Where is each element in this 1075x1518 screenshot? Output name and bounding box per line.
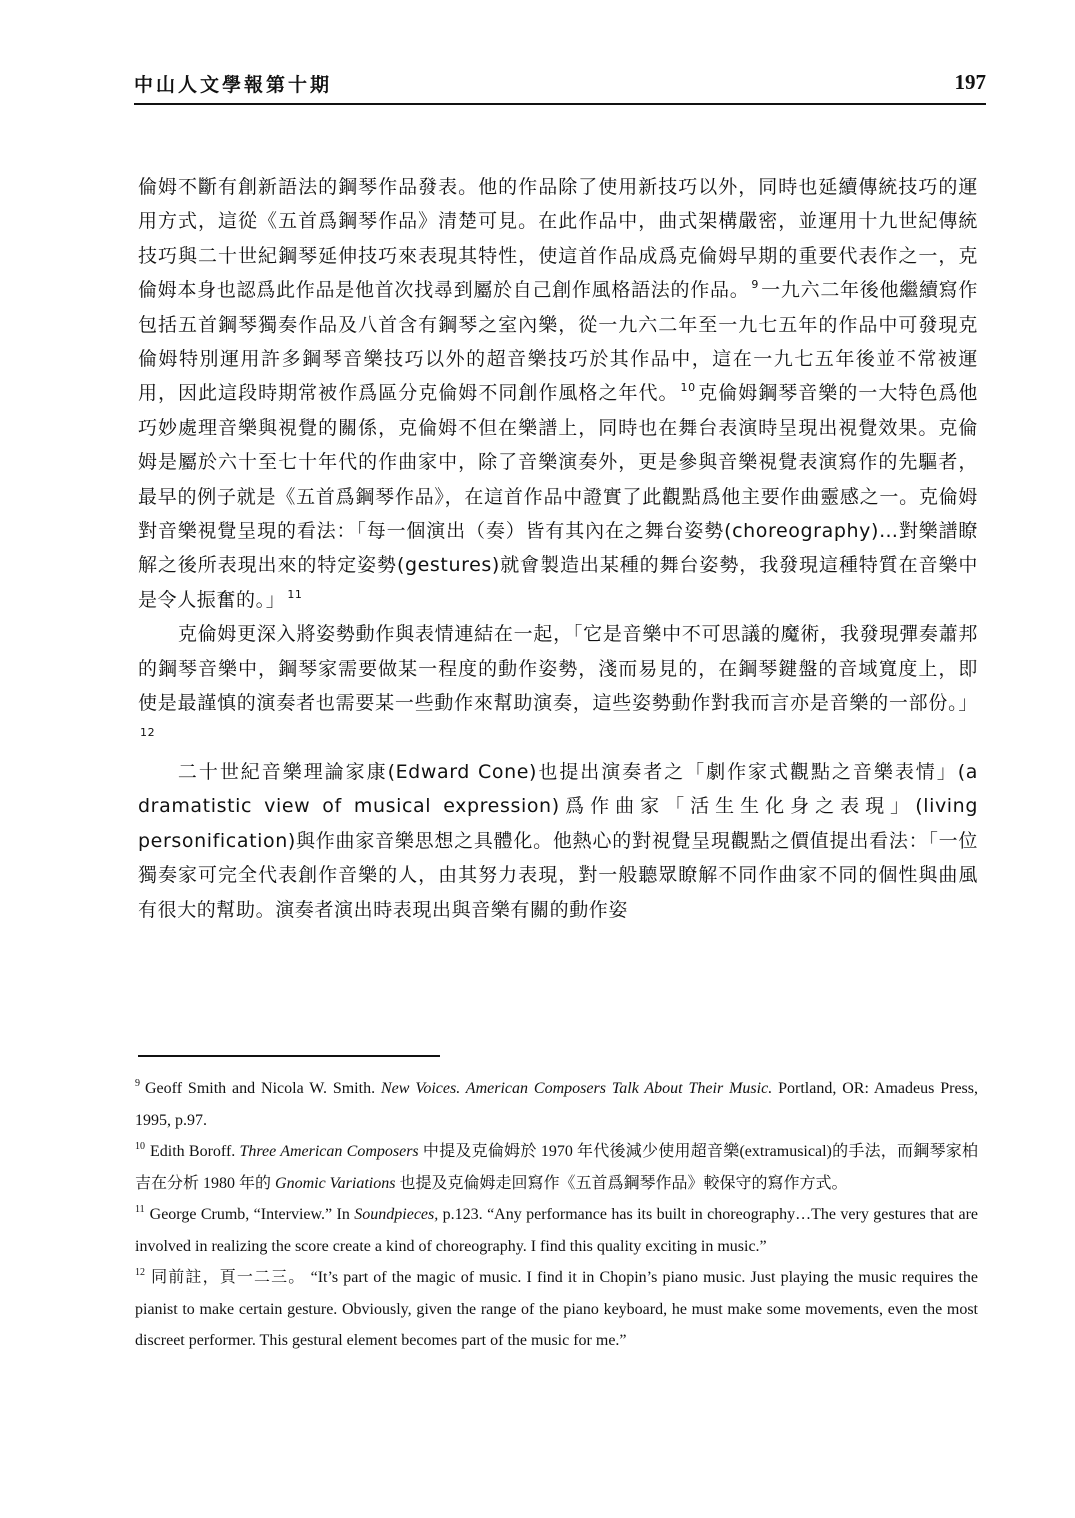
main-text	[138, 170, 978, 927]
footnote-11	[135, 1199, 978, 1262]
footnote-text: Geoff Smith and Nicola W. Smith.	[145, 1080, 381, 1097]
footnote-ref-10[interactable]: 10	[680, 381, 696, 395]
footnote-9	[135, 1073, 978, 1136]
footnote-mark: 10	[135, 1141, 145, 1152]
paragraph-1-text-b: 一九六二年後他繼續寫作包括五首鋼琴獨奏作品及八首含有鋼琴之室內樂，從一九六二年至一九七五年的作品中可發現克倫姆特別運用許多鋼琴音樂技巧以外的超音樂技巧於其作品中，這在一九七五年後並不常被運用，因此這段時期常被作爲區分克倫姆不同創作風格之年代。	[138, 279, 978, 405]
footnotes	[135, 1073, 978, 1357]
footnote-ref-12[interactable]: 12	[140, 725, 156, 739]
page-number: 197	[954, 70, 986, 94]
footnote-text: 也提及克倫姆走回寫作《五首爲鋼琴作品》較保守的寫作方式。	[395, 1174, 848, 1192]
paragraph-2-text: 克倫姆更深入將姿勢動作與表情連結在一起，「它是音樂中不可思議的魔術，我發現彈奏蕭邦的鋼琴音樂中，鋼琴家需要做某一程度的動作姿勢，淺而易見的，在鋼琴鍵盤的音域寬度上，即使是最謹慎的演奏者也需要某一些動作來幫助演奏，這些姿勢動作對我而言亦是音樂的一部份。」	[138, 623, 978, 715]
footnote-text: 同前註，頁一二三。 “It’s part of the magic of music. I find it in Chopin’s piano music. Just playing the music requires the pianist to make certain gesture. Obviously, given the range of the piano keyboard, he must make some movements, even the most discreet performer. This gestural element becomes part of the music for me.”	[135, 1269, 978, 1349]
footnote-separator	[138, 1055, 440, 1057]
footnote-text: p.123. “Any performance has its built in choreography…The very gestures that are involved in realizing the score create a kind of choreography. I find this quality exciting in music.”	[135, 1206, 978, 1255]
footnote-12	[135, 1262, 978, 1357]
cited-title: Gnomic Variations	[275, 1174, 396, 1192]
footnote-ref-11[interactable]: 11	[287, 587, 303, 601]
footnote-mark: 11	[135, 1204, 145, 1215]
paragraph-3: 二十世紀音樂理論家康(Edward Cone)也提出演奏者之「劇作家式觀點之音樂表情」(a dramatistic view of musical expression)爲作曲家「活生生化身之表現」(living personification)與作曲家音樂思想之具體化。他熱心的對視覺呈現觀點之價值提出看法：「一位獨奏家可完全代表創作音樂的人，由其努力表現，對一般聽眾瞭解不同作曲家不同的個性與曲風有很大的幫助。演奏者演出時表現出與音樂有關的動作姿	[138, 760, 978, 921]
running-header	[134, 70, 986, 98]
footnote-10	[135, 1136, 978, 1199]
journal-title: 中山人文學報第十期	[134, 74, 333, 96]
paragraph-2	[138, 617, 978, 755]
cited-title: Three American Composers	[239, 1143, 419, 1160]
footnote-mark: 9	[135, 1078, 140, 1089]
footnote-text: 中提及克倫姆於 1970 年代後減少使用超音樂(extramusical)的手法，而鋼琴家柏吉在分析 1980 年的	[135, 1143, 979, 1192]
paragraph-1-text-c: 克倫姆鋼琴音樂的一大特色爲他巧妙處理音樂與視覺的關係，克倫姆不但在樂譜上，同時也在舞台表演時呈現出視覺效果。克倫姆是屬於六十至七十年代的作曲家中，除了音樂演奏外，更是參與音樂視覺表演寫作的先驅者，最早的例子就是《五首爲鋼琴作品》，在這首作品中證實了此觀點爲他主要作曲靈感之一。克倫姆對音樂視覺呈現的看法：「每一個演出（奏）皆有其內在之舞台姿勢(choreography)…對樂譜瞭解之後所表現出來的特定姿勢(gestures)就會製造出某種的舞台姿勢，我發現這種特質在音樂中是令人振奮的。」	[138, 382, 979, 611]
cited-title: New Voices. American Composers Talk About Their Music.	[380, 1080, 773, 1097]
cited-title: Soundpieces,	[354, 1206, 439, 1223]
footnote-text: Edith Boroff.	[150, 1143, 240, 1160]
header-rule	[134, 103, 986, 105]
footnote-ref-9[interactable]: 9	[751, 278, 760, 292]
footnote-mark: 12	[135, 1267, 145, 1278]
paragraph-1-text-a: 倫姆不斷有創新語法的鋼琴作品發表。他的作品除了使用新技巧以外，同時也延續傳統技巧的運用方式，這從《五首爲鋼琴作品》清楚可見。在此作品中，曲式架構嚴密，並運用十九世紀傳統技巧與二十世紀鋼琴延伸技巧來表現其特性，使這首作品成爲克倫姆早期的重要代表作之一，克倫姆本身也認爲此作品是他首次找尋到屬於自己創作風格語法的作品。	[138, 176, 978, 302]
footnote-text: George Crumb, “Interview.” In	[149, 1206, 355, 1223]
paragraph-1	[138, 170, 978, 617]
footnote-text: Portland, OR: Amadeus Press, 1995, p.97.	[135, 1080, 979, 1129]
